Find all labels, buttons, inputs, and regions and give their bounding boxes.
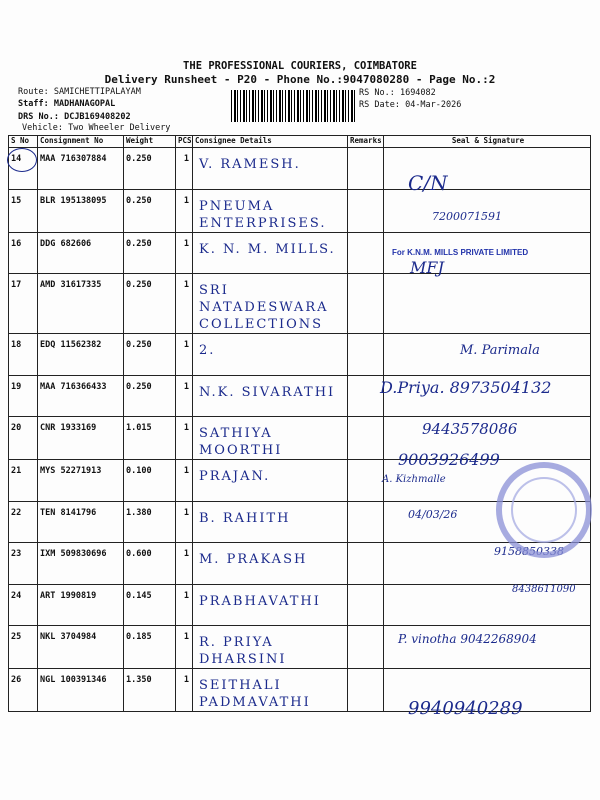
sno-cell (9, 626, 38, 669)
pcs-cell-text: 1 (183, 238, 189, 249)
pcs-cell (176, 417, 193, 460)
sno-cell (9, 669, 38, 712)
consignee-cell-text: PNEUMA ENTERPRISES. (199, 198, 327, 231)
consignment-cell-text: TEN 8141796 (40, 507, 97, 518)
signature-14: C/N (408, 171, 448, 195)
pcs-cell (176, 148, 193, 190)
seal-16: For K.N.M. MILLS PRIVATE LIMITED (392, 248, 529, 257)
sno-cell-text: 23 (11, 549, 22, 559)
staff-label: Staff: (18, 99, 49, 109)
sno-cell-text: 22 (11, 507, 22, 518)
weight-cell (124, 334, 176, 376)
consignment-cell (38, 460, 124, 502)
remarks-cell (348, 460, 384, 502)
consignee-cell (193, 274, 348, 334)
pcs-cell-text: 1 (183, 466, 189, 476)
weight-cell-text: 0.100 (126, 466, 152, 476)
signature-20: 9443578086 (422, 420, 518, 438)
rs-date-line (359, 100, 461, 110)
sno-cell (9, 189, 38, 232)
consignment-cell (38, 189, 124, 232)
consignment-cell (38, 334, 124, 376)
consignee-cell-text: R. PRIYA DHARSINI (199, 635, 287, 667)
sno-cell-text: 16 (11, 238, 22, 249)
consignment-cell (38, 232, 124, 274)
weight-cell-text: 0.250 (126, 238, 152, 249)
staff-value: MADHANAGOPAL (53, 99, 116, 109)
signature-26: 9940940289 (408, 698, 523, 719)
consignee-cell (193, 626, 348, 669)
staff-line (18, 99, 115, 109)
sno-cell-text: 17 (11, 280, 22, 290)
remarks-cell (348, 543, 384, 585)
consignment-cell (38, 543, 124, 585)
weight-cell (124, 274, 176, 334)
table-header-row (9, 136, 591, 148)
sno-cell (9, 543, 38, 585)
consignee-cell-text: K. N. M. MILLS. (199, 241, 336, 257)
pcs-cell-text: 1 (183, 154, 189, 164)
barcode (231, 90, 355, 122)
consignee-cell-text: M. PRAKASH (199, 552, 308, 567)
runsheet-title: Delivery Runsheet - P20 - Phone No.:9047080280 - Page No.:2 (104, 73, 496, 86)
consignment-cell (38, 584, 124, 626)
route-line (18, 87, 141, 97)
rs-date-value: 04-Mar-2026 (405, 100, 462, 110)
pcs-cell (176, 669, 193, 712)
pcs-cell (176, 232, 193, 274)
sno-cell (9, 584, 38, 626)
consignment-cell-text: ART 1990819 (40, 590, 97, 601)
weight-cell-text: 1.015 (126, 423, 152, 433)
remarks-cell (348, 417, 384, 460)
remarks-cell (348, 669, 384, 712)
sno-cell-text: 25 (11, 632, 22, 642)
pcs-cell (176, 543, 193, 585)
sno-cell (9, 274, 38, 334)
col-weight: Weight (124, 136, 176, 148)
vehicle-line (22, 123, 170, 133)
consignment-cell-text: IXM 509830696 (40, 549, 107, 559)
circle-mark-14 (7, 148, 37, 172)
signature-24: 8438611090 (512, 584, 576, 595)
pcs-cell-text: 1 (183, 195, 189, 206)
sno-cell-text: 19 (11, 381, 22, 392)
consignee-cell (193, 543, 348, 585)
consignee-cell-text: PRABHAVATHI (199, 593, 321, 609)
sno-cell-text: 24 (11, 590, 22, 601)
drs-line (18, 112, 131, 122)
route-value: SAMICHETTIPALAYAM (53, 87, 141, 97)
sno-cell-text: 18 (11, 340, 22, 350)
col-signature: Seal & Signature (384, 136, 591, 148)
consignment-cell (38, 626, 124, 669)
vehicle-value: Two Wheeler Delivery (68, 123, 171, 133)
sno-cell-text: 15 (11, 195, 22, 206)
consignment-cell (38, 274, 124, 334)
weight-cell-text: 1.350 (126, 675, 152, 685)
consignment-cell-text: DDG 682606 (40, 238, 92, 249)
weight-cell-text: 0.185 (126, 632, 152, 642)
weight-cell (124, 460, 176, 502)
consignee-cell-text: PRAJAN. (199, 469, 271, 484)
remarks-cell (348, 148, 384, 190)
company-title: THE PROFESSIONAL COURIERS, COIMBATORE (183, 60, 417, 72)
col-remarks: Remarks (348, 136, 384, 148)
pcs-cell-text: 1 (183, 590, 189, 601)
consignee-cell-text: V. RAMESH. (199, 157, 301, 172)
pcs-cell-text: 1 (183, 280, 189, 290)
pcs-cell (176, 626, 193, 669)
rs-no-line (359, 88, 436, 98)
consignee-cell (193, 417, 348, 460)
weight-cell (124, 417, 176, 460)
consignee-cell (193, 501, 348, 543)
sno-cell (9, 334, 38, 376)
consignee-cell (193, 189, 348, 232)
consignment-cell-text: EDQ 11562382 (40, 340, 102, 350)
sno-cell-text: 26 (11, 675, 22, 685)
consignee-cell (193, 375, 348, 417)
consignee-cell-text: N.K. SIVARATHI (199, 384, 336, 400)
remarks-cell (348, 501, 384, 543)
weight-cell-text: 0.600 (126, 549, 152, 559)
consignee-cell-text: SRI NATADESWARA COLLECTIONS (199, 283, 329, 332)
sno-cell (9, 501, 38, 543)
signature-19: D.Priya. 8973504132 (380, 378, 552, 397)
pcs-cell (176, 375, 193, 417)
consignee-cell (193, 148, 348, 190)
weight-cell (124, 375, 176, 417)
sno-cell (9, 460, 38, 502)
consignment-cell-text: CNR 1933169 (40, 423, 97, 433)
sno-cell-text: 20 (11, 423, 22, 433)
pcs-cell-text: 1 (183, 549, 189, 559)
consignment-cell (38, 148, 124, 190)
remarks-cell (348, 626, 384, 669)
pcs-cell (176, 501, 193, 543)
rs-no-label: RS No.: (359, 88, 395, 98)
rs-date-label: RS Date: (359, 100, 400, 110)
route-label: Route: (18, 87, 49, 97)
consignee-cell-text: SATHIYA MOORTHI (199, 426, 283, 458)
table-row (9, 148, 591, 190)
sno-cell-text: 14 (11, 154, 22, 164)
col-pcs: PCS (176, 136, 193, 148)
table-row (9, 189, 591, 232)
weight-cell (124, 626, 176, 669)
rs-no-value: 1694082 (399, 88, 436, 98)
sno-cell (9, 417, 38, 460)
weight-cell-text: 0.145 (126, 590, 152, 601)
signature-22: 04/03/26 (408, 508, 458, 521)
weight-cell (124, 189, 176, 232)
remarks-cell (348, 232, 384, 274)
mark-16: MFJ (410, 258, 444, 277)
pcs-cell (176, 584, 193, 626)
signature-18: M. Parimala (460, 343, 540, 358)
consignment-cell-text: MYS 52271913 (40, 466, 102, 476)
col-consignee: Consignee Details (193, 136, 348, 148)
consignee-cell-text: B. RAHITH (199, 510, 291, 526)
consignment-cell (38, 669, 124, 712)
consignment-cell-text: AMD 31617335 (40, 280, 102, 290)
weight-cell-text: 0.250 (126, 154, 152, 164)
round-stamp-inner (511, 477, 577, 543)
vehicle-label: Vehicle: (22, 123, 63, 133)
col-consignment: Consignment No (38, 136, 124, 148)
pcs-cell (176, 189, 193, 232)
weight-cell-text: 0.250 (126, 195, 152, 206)
consignment-cell-text: MAA 716366433 (40, 381, 107, 392)
pcs-cell-text: 1 (183, 632, 189, 642)
sno-cell (9, 375, 38, 417)
consignment-cell (38, 375, 124, 417)
weight-cell-text: 0.250 (126, 280, 152, 290)
signature-21-name: A. Kizhmalle (382, 474, 446, 485)
col-sno: S No (9, 136, 38, 148)
pcs-cell (176, 334, 193, 376)
consignment-cell-text: NKL 3704984 (40, 632, 97, 642)
sno-cell-text: 21 (11, 466, 22, 476)
pcs-cell-text: 1 (183, 381, 189, 392)
pcs-cell-text: 1 (183, 507, 189, 518)
remarks-cell (348, 274, 384, 334)
remarks-cell (348, 334, 384, 376)
remarks-cell (348, 189, 384, 232)
weight-cell (124, 584, 176, 626)
consignee-cell (193, 584, 348, 626)
pcs-cell-text: 1 (183, 675, 189, 685)
weight-cell (124, 232, 176, 274)
consignee-cell-text: 2. (199, 343, 216, 358)
pcs-cell-text: 1 (183, 340, 189, 350)
remarks-cell (348, 375, 384, 417)
signature-15: 7200071591 (432, 210, 502, 223)
consignment-cell-text: MAA 716307884 (40, 154, 107, 164)
consignment-cell-text: NGL 100391346 (40, 675, 107, 685)
consignee-cell (193, 232, 348, 274)
signature-25: P. vinotha 9042268904 (398, 632, 537, 646)
weight-cell-text: 0.250 (126, 381, 152, 392)
consignee-cell (193, 669, 348, 712)
weight-cell (124, 501, 176, 543)
weight-cell-text: 1.380 (126, 507, 152, 518)
consignee-cell (193, 460, 348, 502)
signature-23: 9158850338 (494, 545, 564, 558)
drs-value: DCJB169408202 (64, 112, 131, 122)
weight-cell-text: 0.250 (126, 340, 152, 350)
weight-cell (124, 543, 176, 585)
table-row (9, 584, 591, 626)
consignee-cell (193, 334, 348, 376)
consignee-cell-text: SEITHALI PADMAVATHI (199, 678, 311, 710)
consignment-cell (38, 501, 124, 543)
weight-cell (124, 148, 176, 190)
drs-label: DRS No.: (18, 112, 59, 122)
sno-cell (9, 232, 38, 274)
pcs-cell (176, 274, 193, 334)
faint-stamp-17 (390, 292, 510, 332)
pcs-cell (176, 460, 193, 502)
consignment-cell (38, 417, 124, 460)
consignment-cell-text: BLR 195138095 (40, 195, 107, 206)
pcs-cell-text: 1 (183, 423, 189, 433)
weight-cell (124, 669, 176, 712)
remarks-cell (348, 584, 384, 626)
signature-21: 9003926499 (398, 450, 500, 469)
